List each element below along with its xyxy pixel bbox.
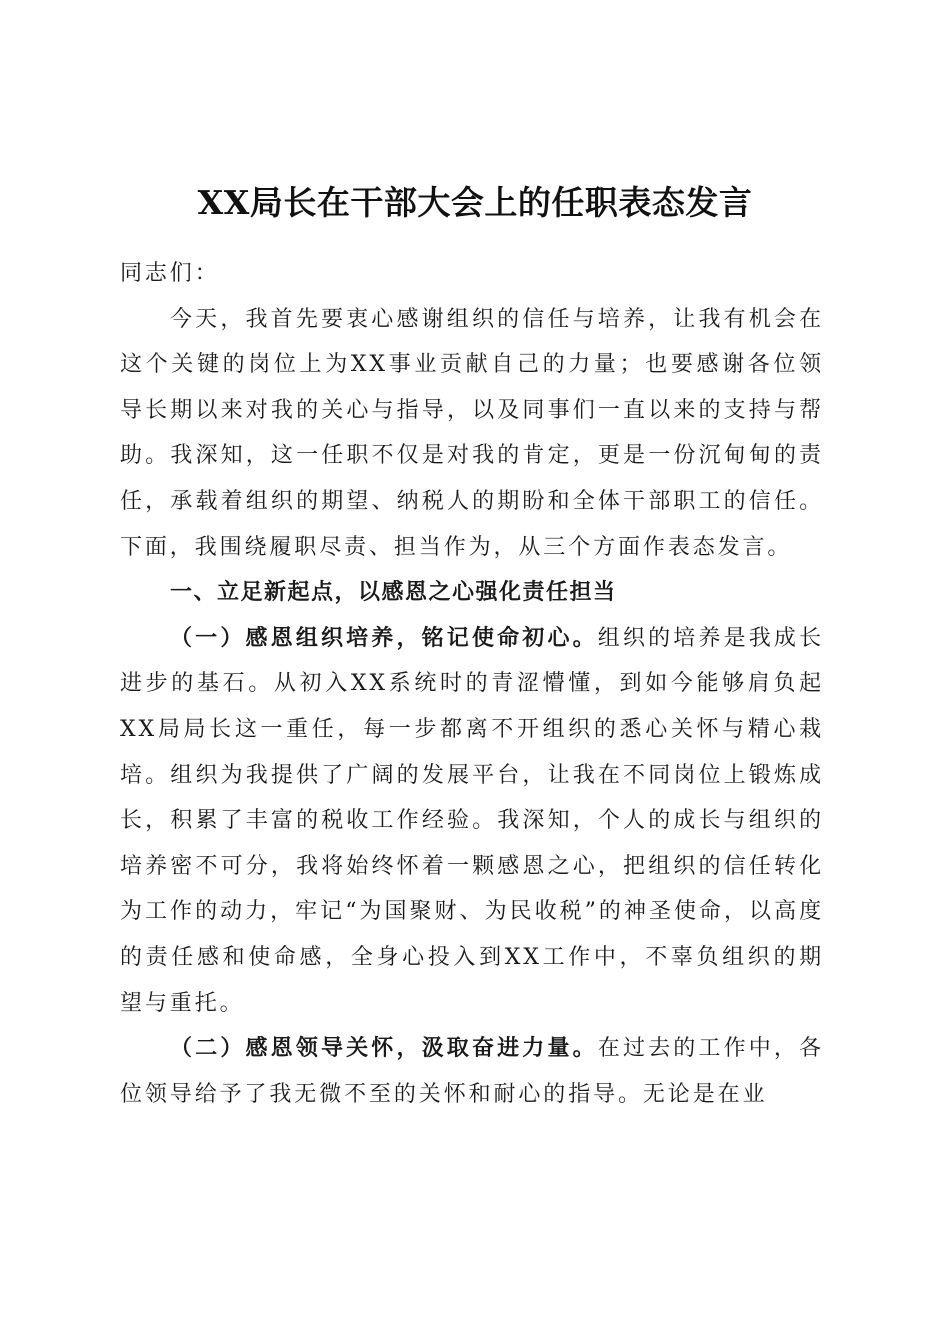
document-body xyxy=(120,251,824,1117)
subsection-text-1: 组织的培养是我成长进步的基石。从初入XX系统时的青涩懵懂，到如今能够肩负起XX局局长这一重任，每一步都离不开组织的悉心关怀与精心栽培。组织为我提供了广阔的发展平台，让我在不同岗位上锻炼成长，积累了丰富的税收工作经验。我深知，个人的成长与组织的培养密不可分，我将始终怀着一颗感恩之心，把组织的信任转化为工作的动力，牢记“为国聚财、为民收税”的神圣使命，以高度的责任感和使命感，全身心投入到XX工作中，不辜负组织的期望与重托。 xyxy=(120,625,824,1016)
section-heading-1: 一、立足新起点，以感恩之心强化责任担当 xyxy=(170,580,617,606)
document-title: XX局长在干部大会上的任职表态发言 xyxy=(197,183,753,222)
salutation: 同志们： xyxy=(120,261,220,286)
subsection-paragraph-2 xyxy=(120,1026,824,1117)
subsection-paragraph-1 xyxy=(120,616,824,1026)
subsection-lead-2: （二）感恩领导关怀，汲取奋进力量。 xyxy=(170,1035,598,1062)
subsection-text-2: 在过去的工作中，各位领导给予了我无微不至的关怀和耐心的指导。无论是在业 xyxy=(120,1036,824,1107)
intro-paragraph: 今天，我首先要衷心感谢组织的信任与培养，让我有机会在这个关键的岗位上为XX事业贡献自己的力量；也要感谢各位领导长期以来对我的关心与指导，以及同事们一直以来的支持与帮助。我深知，这一任职不仅是对我的肯定，更是一份沉甸甸的责任，承载着组织的期望、纳税人的期盼和全体干部职工的信任。下面，我围绕履职尽责、担当作为，从三个方面作表态发言。 xyxy=(120,306,824,560)
subsection-lead-1: （一）感恩组织培养，铭记使命初心。 xyxy=(170,624,598,651)
